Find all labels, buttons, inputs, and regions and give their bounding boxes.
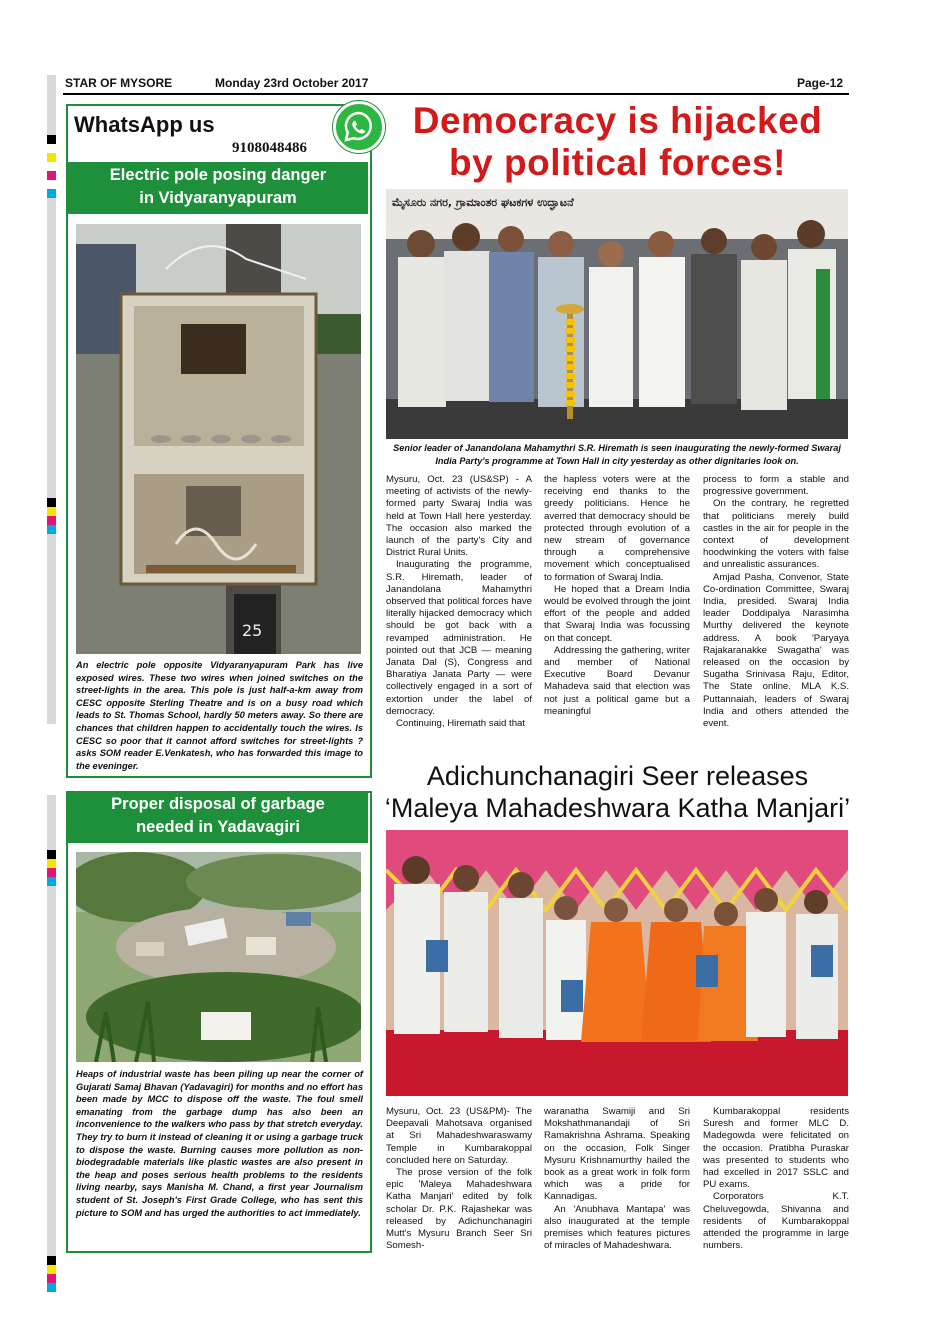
electric-pole-photo	[76, 224, 361, 654]
story2-headline-line2: needed in Yadavagiri	[136, 818, 300, 836]
page-number: Page-12	[797, 76, 844, 90]
story4-col2-para1: waranatha Swamiji and Sri Mokshathmanandaji of Sri Ramakrishna Ashrama. Speaking on the occasion, Folk Singer Mysuru Krishnamurthy hailed the book as a great work in folk form which was a pride for Kannadigas.	[544, 1106, 690, 1203]
story3-col1-para3: Continuing, Hiremath said that	[396, 718, 526, 730]
banner-text: ಮೈಸೂರು ನಗರ, ಗ್ರಾಮಾಂತರ ಘಟಕಗಳ ಉದ್ಘಾಟನೆ	[392, 196, 574, 209]
whatsapp-number[interactable]: 9108048486	[232, 140, 307, 156]
story1-headline	[68, 162, 368, 214]
story3-headline	[380, 100, 855, 184]
story3-col2-para1: the hapless voters were at the receiving end thanks to the greedy politicians. Hence he averred that democracy should be protected through evolution of a new stream of governance through a comprehensive movement which conceptualised to formation of Swaraj India.	[544, 474, 690, 583]
story3-headline-line2: by political forces!	[449, 142, 786, 183]
whatsapp-label: WhatsApp us	[74, 112, 215, 137]
story3-column-1	[386, 474, 532, 730]
story3-caption: Senior leader of Janandolana Mahamythri S.R. Hiremath is seen inaugurating the newly-formed Swaraj India Party's programme at Town Hall in city yesterday as other dignitaries look on.	[393, 443, 841, 466]
story4-headline	[380, 760, 855, 824]
story4-col2-para2: An 'Anubhava Mantapa' was also inaugurated at the temple premises which features pictures of miracles of Mahadeshwara.	[544, 1203, 690, 1252]
story3-column-3	[703, 474, 849, 730]
story3-headline-line1: Democracy is hijacked	[412, 100, 823, 141]
story3-col3-para3: Amjad Pasha, Convenor, State Co-ordination Committee, Swaraj India, presided. Swaraj India leader Doddipalya Narasimha Murthy delivered the keynote address. A book 'Paryaya Rajakaranakke Swagatha' was released on the occasion by Sugatha Srinivasa Raju, Editor, The State online. MLA K.S. Puttannaiah, leaders of Swaraj India and others attended the event.	[703, 571, 849, 730]
story4-headline-line1: Adichunchanagiri Seer releases	[426, 761, 809, 791]
lamp-lighting-photo	[386, 189, 848, 439]
header-rule	[63, 93, 849, 95]
story1-caption: An electric pole opposite Vidyaranyapuram Park has live exposed wires. These two wires when joined switches on the street-lights in the area. This pole is just half-a-km away from CESC opposite Sterling Theatre and is on a busy road which leads to St. Thomas School, hardly 50 meters away. So there are chances that children happen to accidentally touch the wires. Is CESC so poor that it cannot afford switches for street-lights ? asks SOM reader E.Venkatesh, who has forwarded this image to the eveninger.	[76, 660, 363, 771]
story4-headline-line2: ‘Maleya Mahadeshwara Katha Manjari’	[384, 793, 851, 823]
story4-column-3	[703, 1106, 849, 1252]
publication-name: STAR OF MYSORE	[65, 76, 173, 90]
story4-col3-para1: Kumbarakoppal residents Suresh and former MLC D. Madegowda were felicitated on the occasion. Pratibha Puraskar was presented to students who had excelled in 2017 SSLC and PU exams.	[703, 1106, 849, 1191]
story3-col3-para1: process to form a stable and progressive government.	[703, 474, 849, 498]
registration-marks-top	[47, 75, 56, 724]
whatsapp-icon	[333, 101, 385, 153]
story3-col2-para3: Addressing the gathering, writer and member of National Executive Board Devanur Mahadeva said that election was not just a political game but a meaningful	[544, 644, 690, 717]
garbage-heap-photo	[76, 852, 361, 1062]
story1-headline-line2: in Vidyaranyapuram	[139, 189, 297, 207]
story3-col3-para2: On the contrary, he regretted that politicians merely build castles in the air for people in the context of development hoodwinking the voters with false and unrealistic assurances.	[703, 498, 849, 571]
story4-col1-para1: Mysuru, Oct. 23 (US&PM)- The Deepavali Mahotsava organised at Sri Mahadeshwaraswamy Temple in Kumbarakoppal concluded here on Saturday.	[386, 1106, 532, 1166]
pole-number-text: 25	[242, 621, 263, 640]
story3-col1-para2: Inaugurating the programme, S.R. Hiremath, leader of Janandolana Mahamythri observed that political forces have literally hijacked democracy which should be got back with a revamped administration. He pointed out that JCB — meaning Janata Dal (S), Congress and Bharatiya Janata Party — were collectively engaged in a sort of extortion under the label of democracy.	[386, 559, 532, 717]
story3-column-2	[544, 474, 690, 718]
story2-caption: Heaps of industrial waste has been piling up near the corner of Gujarati Samaj Bhavan (Yadavagiri) for months and no effort has been made by MCC to dispose off the waste. The foul smell emanating from the garbage dump has also been an inconvenience to the walkers who pass by that stretch everyday. They try to burn it instead of cleaning it or using a garbage truck to dispose the waste. Burning causes more pollution as non-biodegradable materials like plastic wastes are also present in the heap and poses serious health problems to the residents living nearby, says Manisha M. Chand, a first year Journalism student of St. Joseph's First Grade College, who has sent this picture to SOM and has urged the authorities to act immediately.	[76, 1069, 363, 1218]
story3-col1-para1: Mysuru, Oct. 23 (US&SP) - A meeting of activists of the newly-formed party Swaraj India was held at Town Hall here yesterday. The occasion also marked the launch of the party's City and District Rural Units.	[386, 474, 532, 559]
story4-column-2	[544, 1106, 690, 1252]
story3-col2-para2: He hoped that a Dream India would be evolved through the joint effort of the people and added that Swaraj India was focussing on that concept.	[544, 583, 690, 644]
book-release-photo	[386, 830, 848, 1096]
story1-headline-line1: Electric pole posing danger	[109, 166, 327, 184]
story4-col1-para2: The prose version of the folk epic 'Maleya Mahadeshwara Katha Manjari' edited by folk scholar Dr. P.K. Rajashekar was released by Adichunchanagiri Mutt's Mysuru Branch Seer Sri Somesh-	[386, 1167, 532, 1252]
issue-date: Monday 23rd October 2017	[215, 76, 369, 90]
story2-headline	[68, 793, 368, 843]
story2-headline-line1: Proper disposal of garbage	[111, 795, 325, 813]
story4-col3-para2: Corporators K.T. Cheluvegowda, Shivanna and residents of Kumbarakoppal attended the programme in large numbers.	[703, 1191, 849, 1252]
registration-marks-bottom	[47, 795, 56, 1292]
story4-column-1	[386, 1106, 532, 1252]
